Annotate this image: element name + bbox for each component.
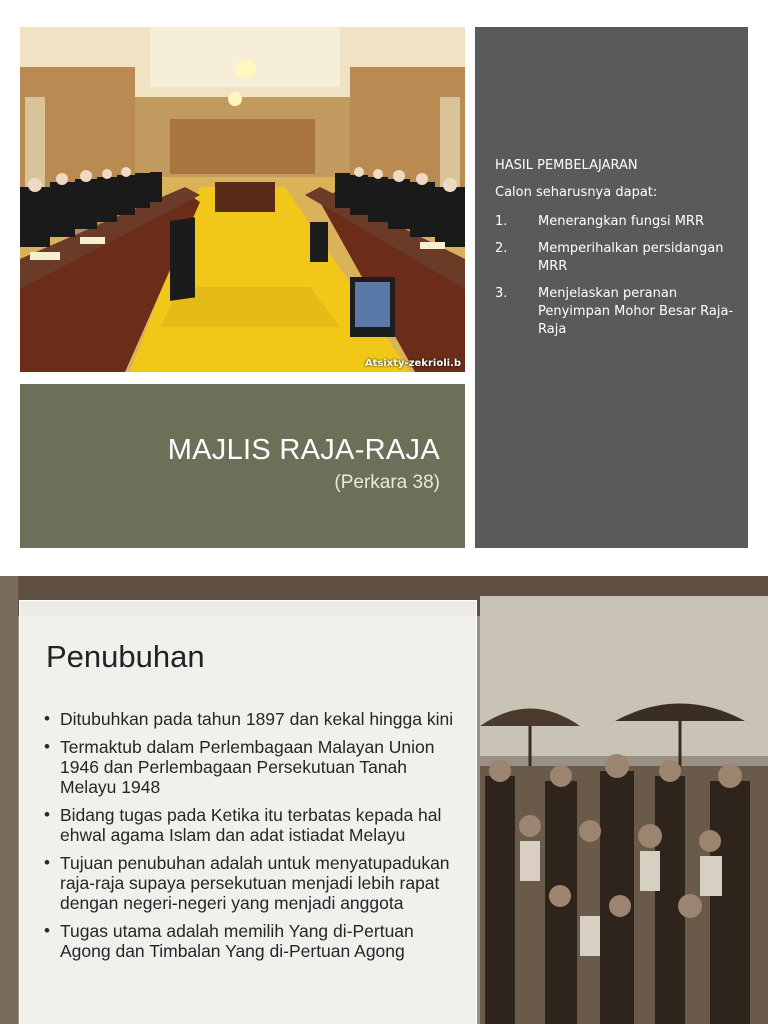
bullet-item: • Bidang tugas pada Ketika itu terbatas kepada hal ehwal agama Islam dan adat istiadat Melayu [44,805,454,845]
outcome-number: 3. [495,286,508,301]
learning-outcomes-list [495,213,735,348]
penubuhan-bullet-list [44,709,454,969]
bullet-item: • Termaktub dalam Perlembagaan Malayan Union 1946 dan Perlembagaan Persekutuan Tanah Melayu 1948 [44,737,454,797]
slide-title: MAJLIS RAJA-RAJA [167,434,440,466]
outcome-item [495,285,735,339]
bullet-item: • Tugas utama adalah memilih Yang di-Pertuan Agong dan Timbalan Yang di-Pertuan Agong [44,921,454,961]
meeting-hall-illustration [20,27,465,372]
outcome-number: 1. [495,214,508,229]
learning-outcomes-intro: Calon seharusnya dapat: [495,185,658,200]
outcome-text: Memperihalkan persidangan MRR [538,241,724,274]
bullet-item: • Tujuan penubuhan adalah untuk menyatupadukan raja-raja supaya persekutuan menjadi lebih rapat dengan negeri-negeri yang menjadi anggota [44,853,454,913]
outcome-text: Menjelaskan peranan Penyimpan Mohor Besar Raja-Raja [538,286,734,337]
outcome-number: 2. [495,241,508,256]
section-heading: Penubuhan [46,639,205,674]
title-panel [20,384,465,548]
penubuhan-content-box [19,600,477,1024]
bullet-item: • Ditubuhkan pada tahun 1897 dan kekal hingga kini [44,709,454,729]
photo-credit: Atsixty-zekrioli.b [364,358,461,369]
outcome-item [495,240,735,276]
outcome-item [495,213,735,231]
council-meeting-photo [20,27,465,372]
learning-outcomes-heading: HASIL PEMBELAJARAN [495,158,638,173]
outcome-text: Menerangkan fungsi MRR [538,214,704,229]
slide-penubuhan [0,576,768,1024]
slide-subtitle: (Perkara 38) [334,472,440,493]
learning-outcomes-panel [475,27,748,548]
